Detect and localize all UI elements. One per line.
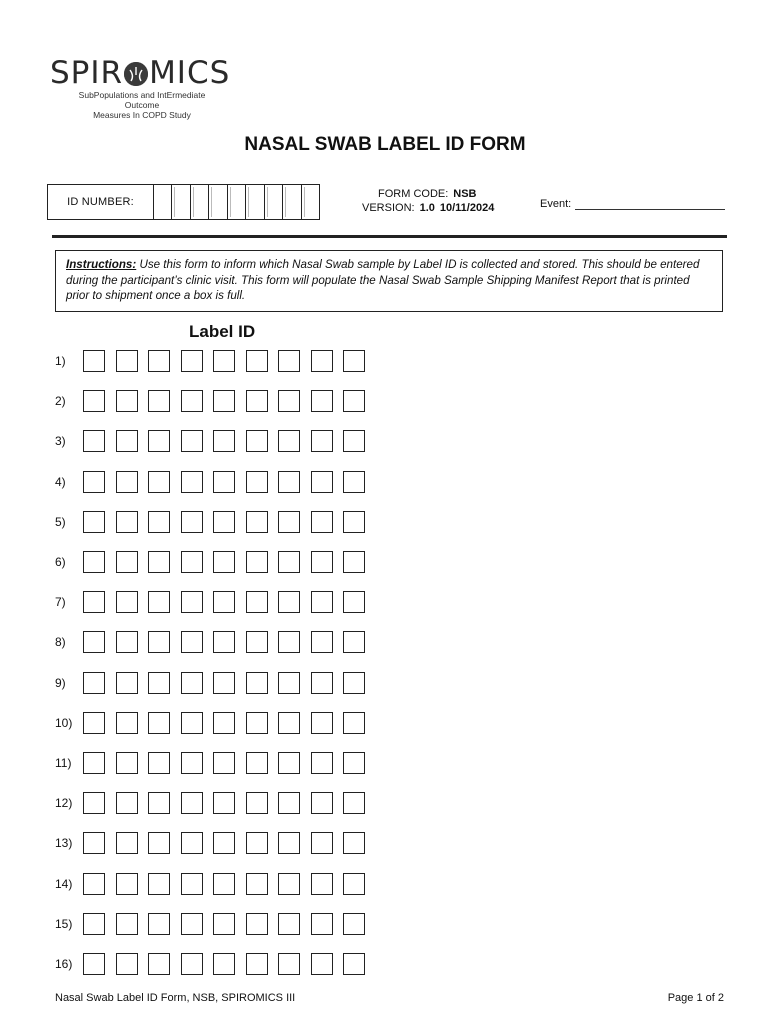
- label-id-char-box[interactable]: [213, 591, 235, 613]
- version-value: 1.0: [419, 202, 435, 214]
- footer-page-number: Page 1 of 2: [667, 992, 724, 1004]
- label-id-char-box[interactable]: [213, 832, 235, 854]
- label-id-char-box[interactable]: [83, 913, 105, 935]
- label-id-char-box[interactable]: [148, 551, 170, 573]
- label-id-char-box[interactable]: [343, 551, 365, 573]
- label-id-char-box[interactable]: [246, 913, 268, 935]
- label-id-char-box[interactable]: [311, 430, 333, 452]
- id-number-cell[interactable]: [227, 185, 245, 219]
- label-id-char-box[interactable]: [181, 350, 203, 372]
- label-id-char-box[interactable]: [311, 712, 333, 734]
- label-id-char-box[interactable]: [246, 873, 268, 895]
- label-id-char-box[interactable]: [116, 471, 138, 493]
- label-id-char-box[interactable]: [83, 752, 105, 774]
- id-number-cell[interactable]: [264, 185, 282, 219]
- label-id-char-box[interactable]: [311, 672, 333, 694]
- label-id-char-box[interactable]: [343, 471, 365, 493]
- logo-word-left: SPIR: [50, 55, 124, 91]
- label-id-char-box[interactable]: [278, 511, 300, 533]
- label-id-char-box[interactable]: [116, 712, 138, 734]
- label-id-char-box[interactable]: [311, 471, 333, 493]
- label-id-char-box[interactable]: [181, 551, 203, 573]
- row-number: 14): [55, 876, 73, 891]
- label-id-char-box[interactable]: [311, 913, 333, 935]
- label-id-char-box[interactable]: [246, 511, 268, 533]
- footer-form-name: Nasal Swab Label ID Form, NSB, SPIROMICS III: [55, 992, 296, 1004]
- label-id-char-box[interactable]: [83, 712, 105, 734]
- label-id-row: [50, 629, 376, 655]
- label-id-char-box[interactable]: [278, 350, 300, 372]
- label-id-char-box[interactable]: [148, 913, 170, 935]
- label-id-row: [50, 549, 376, 575]
- row-number: 16): [55, 957, 73, 971]
- label-id-char-box[interactable]: [311, 631, 333, 653]
- label-id-char-box[interactable]: [116, 672, 138, 694]
- id-number-cells: [153, 185, 319, 219]
- label-id-char-box[interactable]: [343, 511, 365, 533]
- label-id-char-box[interactable]: [343, 350, 365, 372]
- logo-tagline-line1: SubPopulations and IntErmediate Outcome: [78, 90, 206, 110]
- event-label: Event:: [540, 198, 572, 210]
- label-id-row: [50, 670, 376, 696]
- label-id-char-box[interactable]: [213, 350, 235, 372]
- row-number: 1): [55, 354, 66, 368]
- label-id-row: [50, 388, 376, 414]
- label-id-char-box[interactable]: [213, 672, 235, 694]
- label-id-char-box[interactable]: [343, 953, 365, 975]
- spiromics-logo: [50, 55, 250, 120]
- label-id-char-box[interactable]: [116, 832, 138, 854]
- label-id-char-box[interactable]: [311, 551, 333, 573]
- label-id-char-box[interactable]: [148, 873, 170, 895]
- label-id-char-box[interactable]: [181, 591, 203, 613]
- label-id-char-box[interactable]: [278, 873, 300, 895]
- label-id-row: [50, 348, 376, 374]
- label-id-char-box[interactable]: [116, 792, 138, 814]
- label-id-char-box[interactable]: [311, 511, 333, 533]
- label-id-char-box[interactable]: [278, 471, 300, 493]
- label-id-char-box[interactable]: [83, 672, 105, 694]
- label-id-char-box[interactable]: [278, 832, 300, 854]
- label-id-char-box[interactable]: [343, 792, 365, 814]
- label-id-char-box[interactable]: [148, 953, 170, 975]
- id-number-cell[interactable]: [301, 185, 319, 219]
- id-number-label: ID NUMBER:: [67, 196, 134, 208]
- label-id-char-box[interactable]: [278, 390, 300, 412]
- row-number: 11): [55, 756, 72, 770]
- label-id-char-box[interactable]: [148, 631, 170, 653]
- label-id-char-box[interactable]: [311, 752, 333, 774]
- label-id-char-box[interactable]: [83, 832, 105, 854]
- label-id-char-box[interactable]: [116, 350, 138, 372]
- label-id-char-box[interactable]: [311, 832, 333, 854]
- label-id-char-box[interactable]: [278, 551, 300, 573]
- label-id-char-box[interactable]: [278, 591, 300, 613]
- row-number: 6): [55, 555, 66, 569]
- label-id-char-box[interactable]: [181, 631, 203, 653]
- label-id-char-box[interactable]: [278, 752, 300, 774]
- label-id-char-box[interactable]: [181, 832, 203, 854]
- label-id-char-box[interactable]: [343, 873, 365, 895]
- label-id-char-box[interactable]: [83, 390, 105, 412]
- label-id-char-box[interactable]: [116, 511, 138, 533]
- label-id-char-box[interactable]: [278, 712, 300, 734]
- label-id-char-box[interactable]: [213, 430, 235, 452]
- label-id-char-box[interactable]: [213, 873, 235, 895]
- label-id-char-box[interactable]: [83, 511, 105, 533]
- label-id-row: [50, 710, 376, 736]
- label-id-char-box[interactable]: [148, 390, 170, 412]
- label-id-char-box[interactable]: [148, 832, 170, 854]
- label-id-char-box[interactable]: [278, 430, 300, 452]
- label-id-char-box[interactable]: [246, 591, 268, 613]
- form-code-value: NSB: [453, 188, 477, 200]
- label-id-row: [50, 428, 376, 454]
- label-id-char-box[interactable]: [116, 752, 138, 774]
- row-number: 8): [55, 635, 66, 650]
- label-id-char-box[interactable]: [343, 390, 365, 412]
- label-id-char-box[interactable]: [83, 792, 105, 814]
- label-id-char-box[interactable]: [246, 350, 268, 372]
- label-id-char-box[interactable]: [278, 953, 300, 975]
- label-id-row: [50, 469, 376, 495]
- label-id-char-box[interactable]: [148, 511, 170, 533]
- label-id-char-box[interactable]: [213, 712, 235, 734]
- label-id-char-box[interactable]: [181, 752, 203, 774]
- label-id-char-box[interactable]: [213, 471, 235, 493]
- label-id-char-box[interactable]: [148, 752, 170, 774]
- label-id-char-box[interactable]: [246, 752, 268, 774]
- instructions-box: [55, 250, 723, 312]
- label-id-char-box[interactable]: [148, 672, 170, 694]
- label-id-row: [50, 750, 376, 776]
- label-id-char-box[interactable]: [181, 390, 203, 412]
- label-id-char-box[interactable]: [246, 430, 268, 452]
- label-id-char-box[interactable]: [343, 712, 365, 734]
- form-meta: [362, 187, 494, 215]
- row-number: 3): [55, 434, 66, 449]
- label-id-char-box[interactable]: [116, 631, 138, 653]
- label-id-char-box[interactable]: [343, 752, 365, 774]
- row-number: 15): [55, 916, 73, 931]
- version-date: 10/11/2024: [439, 202, 495, 214]
- label-id-char-box[interactable]: [278, 631, 300, 653]
- label-id-char-box[interactable]: [83, 350, 105, 372]
- label-id-char-box[interactable]: [83, 471, 105, 493]
- label-id-char-box[interactable]: [213, 511, 235, 533]
- id-number-cell[interactable]: [190, 185, 208, 219]
- label-id-char-box[interactable]: [343, 631, 365, 653]
- label-id-char-box[interactable]: [343, 591, 365, 613]
- lungs-icon: [124, 62, 148, 86]
- label-id-char-box[interactable]: [246, 631, 268, 653]
- label-id-char-box[interactable]: [213, 551, 235, 573]
- logo-word-right: MICS: [149, 55, 231, 91]
- row-number: 12): [55, 796, 73, 811]
- instructions-label: Instructions:: [66, 258, 137, 271]
- id-number-cell[interactable]: [282, 185, 300, 219]
- label-id-row: [50, 871, 376, 897]
- label-id-char-box[interactable]: [213, 631, 235, 653]
- label-id-char-box[interactable]: [116, 430, 138, 452]
- label-id-char-box[interactable]: [83, 953, 105, 975]
- label-id-char-box[interactable]: [311, 792, 333, 814]
- logo-wordmark: [50, 56, 250, 90]
- id-number-cell[interactable]: [153, 185, 171, 219]
- row-number: 9): [55, 675, 66, 690]
- label-id-char-box[interactable]: [181, 873, 203, 895]
- label-id-char-box[interactable]: [83, 873, 105, 895]
- label-id-row: [50, 951, 376, 977]
- label-id-char-box[interactable]: [116, 551, 138, 573]
- label-id-char-box[interactable]: [213, 390, 235, 412]
- label-id-char-box[interactable]: [148, 591, 170, 613]
- label-id-char-box[interactable]: [278, 792, 300, 814]
- label-id-char-box[interactable]: [83, 430, 105, 452]
- row-number: 7): [55, 595, 66, 610]
- id-number-cell[interactable]: [245, 185, 263, 219]
- label-id-char-box[interactable]: [343, 672, 365, 694]
- label-id-row: [50, 790, 376, 816]
- label-id-char-box[interactable]: [213, 752, 235, 774]
- id-number-box: [47, 184, 320, 220]
- label-id-char-box[interactable]: [181, 511, 203, 533]
- event-input-line[interactable]: [575, 199, 725, 210]
- label-id-char-box[interactable]: [343, 430, 365, 452]
- label-id-char-box[interactable]: [311, 390, 333, 412]
- id-number-cell[interactable]: [171, 185, 189, 219]
- section-divider: [52, 235, 727, 238]
- label-id-char-box[interactable]: [116, 591, 138, 613]
- label-id-char-box[interactable]: [116, 953, 138, 975]
- label-id-char-box[interactable]: [116, 873, 138, 895]
- event-field: [540, 198, 725, 210]
- row-number: 2): [55, 394, 66, 409]
- label-id-char-box[interactable]: [311, 873, 333, 895]
- label-id-char-box[interactable]: [181, 430, 203, 452]
- label-id-heading: Label ID: [189, 322, 256, 341]
- label-id-char-box[interactable]: [311, 591, 333, 613]
- row-number: 13): [55, 836, 73, 851]
- row-number: 5): [55, 514, 66, 529]
- label-id-char-box[interactable]: [246, 471, 268, 493]
- row-number: 4): [55, 474, 66, 489]
- label-id-char-box[interactable]: [116, 913, 138, 935]
- label-id-char-box[interactable]: [148, 430, 170, 452]
- label-id-char-box[interactable]: [181, 913, 203, 935]
- logo-tagline: [62, 90, 222, 120]
- label-id-char-box[interactable]: [148, 712, 170, 734]
- label-id-char-box[interactable]: [148, 792, 170, 814]
- label-id-row: [50, 509, 376, 535]
- label-id-char-box[interactable]: [246, 390, 268, 412]
- label-id-char-box[interactable]: [181, 471, 203, 493]
- label-id-char-box[interactable]: [181, 953, 203, 975]
- label-id-char-box[interactable]: [278, 672, 300, 694]
- form-code-label: FORM CODE:: [378, 188, 449, 200]
- version-label: VERSION:: [362, 202, 415, 214]
- label-id-row: [50, 830, 376, 856]
- logo-tagline-line2: Measures In COPD Study: [93, 110, 191, 120]
- label-id-char-box[interactable]: [83, 631, 105, 653]
- label-id-char-box[interactable]: [246, 953, 268, 975]
- label-id-row: [50, 911, 376, 937]
- label-id-char-box[interactable]: [181, 792, 203, 814]
- label-id-char-box[interactable]: [213, 792, 235, 814]
- label-id-row: [50, 589, 376, 615]
- label-id-char-box[interactable]: [311, 350, 333, 372]
- label-id-char-box[interactable]: [311, 953, 333, 975]
- id-number-cell[interactable]: [208, 185, 226, 219]
- label-id-char-box[interactable]: [181, 712, 203, 734]
- label-id-char-box[interactable]: [343, 832, 365, 854]
- instructions-text: Use this form to inform which Nasal Swab sample by Label ID is collected and stored. This should be entered during the participant’s clinic visit. This form will populate the Nasal Swab Sample Shipping Manifest Report that is printed prior to shipment once a box is full.: [66, 258, 700, 302]
- row-number: 10): [55, 715, 73, 730]
- label-id-char-box[interactable]: [148, 350, 170, 372]
- label-id-char-box[interactable]: [278, 913, 300, 935]
- label-id-char-box[interactable]: [213, 953, 235, 975]
- label-id-char-box[interactable]: [246, 832, 268, 854]
- label-id-char-box[interactable]: [246, 792, 268, 814]
- label-id-char-box[interactable]: [246, 551, 268, 573]
- label-id-char-box[interactable]: [181, 672, 203, 694]
- label-id-char-box[interactable]: [246, 672, 268, 694]
- label-id-char-box[interactable]: [83, 591, 105, 613]
- label-id-char-box[interactable]: [246, 712, 268, 734]
- label-id-char-box[interactable]: [116, 390, 138, 412]
- label-id-char-box[interactable]: [148, 471, 170, 493]
- label-id-char-box[interactable]: [83, 551, 105, 573]
- form-title: NASAL SWAB LABEL ID FORM: [244, 134, 526, 155]
- label-id-char-box[interactable]: [213, 913, 235, 935]
- label-id-char-box[interactable]: [343, 913, 365, 935]
